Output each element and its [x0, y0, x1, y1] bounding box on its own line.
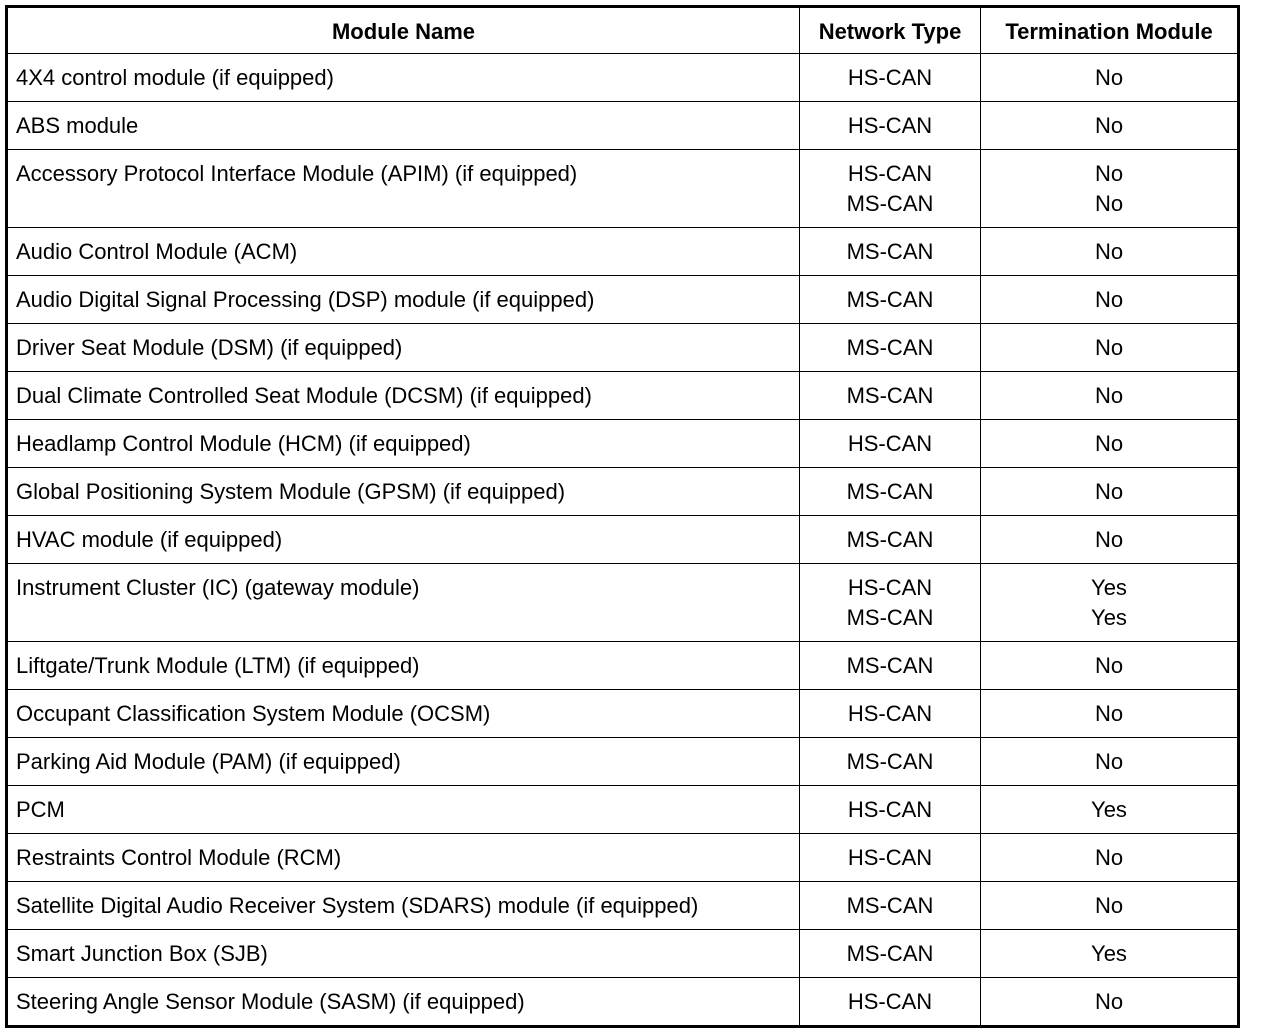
network-type-value: MS-CAN: [846, 239, 934, 264]
termination-module-cell: [981, 420, 1239, 468]
table-row: [7, 978, 1239, 1027]
termination-module-cell: [981, 102, 1239, 150]
termination-value: No: [1094, 653, 1124, 678]
termination-value: No: [1094, 239, 1124, 264]
network-type-value: MS-CAN: [846, 605, 934, 630]
module-name-cell: Smart Junction Box (SJB): [7, 930, 800, 978]
table-row: [7, 102, 1239, 150]
network-type-value: HS-CAN: [847, 701, 933, 726]
termination-value: No: [1094, 191, 1124, 216]
network-type-value: HS-CAN: [847, 113, 933, 138]
network-type-cell: [800, 786, 981, 834]
table-row: [7, 642, 1239, 690]
module-name-cell: 4X4 control module (if equipped): [7, 54, 800, 102]
network-type-value: MS-CAN: [846, 383, 934, 408]
module-name-cell: Driver Seat Module (DSM) (if equipped): [7, 324, 800, 372]
termination-module-cell: [981, 690, 1239, 738]
termination-value: No: [1094, 383, 1124, 408]
termination-value: No: [1094, 65, 1124, 90]
termination-module-cell: [981, 150, 1239, 228]
network-type-value: HS-CAN: [847, 575, 933, 600]
network-type-cell: [800, 882, 981, 930]
termination-module-cell: [981, 564, 1239, 642]
table-row: [7, 786, 1239, 834]
termination-module-cell: [981, 228, 1239, 276]
termination-value: No: [1094, 113, 1124, 138]
termination-value: No: [1094, 701, 1124, 726]
termination-module-cell: [981, 516, 1239, 564]
termination-module-cell: [981, 882, 1239, 930]
module-name-cell: Audio Digital Signal Processing (DSP) module (if equipped): [7, 276, 800, 324]
termination-value: No: [1094, 479, 1124, 504]
module-name-cell: Occupant Classification System Module (OCSM): [7, 690, 800, 738]
table-header-row: [7, 7, 1239, 54]
module-name-cell: Dual Climate Controlled Seat Module (DCSM) (if equipped): [7, 372, 800, 420]
table-row: [7, 834, 1239, 882]
termination-value: Yes: [1091, 575, 1127, 600]
table-row: [7, 516, 1239, 564]
header-module-name: Module Name: [7, 7, 800, 54]
termination-module-cell: [981, 276, 1239, 324]
termination-module-cell: [981, 54, 1239, 102]
network-type-cell: [800, 324, 981, 372]
termination-value: No: [1094, 431, 1124, 456]
network-type-value: MS-CAN: [846, 287, 934, 312]
network-type-value: MS-CAN: [846, 749, 934, 774]
network-type-cell: [800, 228, 981, 276]
table-row: [7, 372, 1239, 420]
network-type-cell: [800, 930, 981, 978]
table-row: [7, 276, 1239, 324]
network-type-value: MS-CAN: [846, 893, 934, 918]
network-type-value: MS-CAN: [846, 653, 934, 678]
network-type-cell: [800, 468, 981, 516]
termination-value: No: [1094, 989, 1124, 1014]
module-name-cell: Instrument Cluster (IC) (gateway module): [7, 564, 800, 642]
table-row: [7, 468, 1239, 516]
termination-module-cell: [981, 642, 1239, 690]
module-name-cell: Audio Control Module (ACM): [7, 228, 800, 276]
table-row: [7, 564, 1239, 642]
module-name-cell: ABS module: [7, 102, 800, 150]
module-name-cell: Accessory Protocol Interface Module (APIM) (if equipped): [7, 150, 800, 228]
termination-value: No: [1094, 893, 1124, 918]
termination-module-cell: [981, 372, 1239, 420]
network-type-cell: [800, 978, 981, 1027]
network-type-value: MS-CAN: [846, 941, 934, 966]
network-type-cell: [800, 564, 981, 642]
table-row: [7, 738, 1239, 786]
table-row: [7, 882, 1239, 930]
network-type-cell: [800, 420, 981, 468]
network-type-value: MS-CAN: [846, 335, 934, 360]
termination-value: No: [1094, 527, 1124, 552]
table-row: [7, 228, 1239, 276]
termination-value: No: [1094, 845, 1124, 870]
network-type-cell: [800, 642, 981, 690]
table-row: [7, 690, 1239, 738]
termination-module-cell: [981, 930, 1239, 978]
module-name-cell: Parking Aid Module (PAM) (if equipped): [7, 738, 800, 786]
table-row: [7, 324, 1239, 372]
table-row: [7, 54, 1239, 102]
network-type-cell: [800, 150, 981, 228]
termination-module-cell: [981, 468, 1239, 516]
termination-module-cell: [981, 786, 1239, 834]
network-type-value: MS-CAN: [846, 191, 934, 216]
table-row: [7, 420, 1239, 468]
network-type-cell: [800, 102, 981, 150]
termination-value: No: [1094, 287, 1124, 312]
network-type-value: HS-CAN: [847, 161, 933, 186]
table-row: [7, 930, 1239, 978]
network-type-cell: [800, 516, 981, 564]
termination-value: Yes: [1091, 941, 1127, 966]
network-type-cell: [800, 372, 981, 420]
module-name-cell: PCM: [7, 786, 800, 834]
network-type-cell: [800, 690, 981, 738]
termination-value: No: [1094, 335, 1124, 360]
termination-module-cell: [981, 834, 1239, 882]
module-name-cell: Satellite Digital Audio Receiver System (SDARS) module (if equipped): [7, 882, 800, 930]
module-name-cell: Liftgate/Trunk Module (LTM) (if equipped): [7, 642, 800, 690]
module-name-cell: Restraints Control Module (RCM): [7, 834, 800, 882]
termination-module-cell: [981, 978, 1239, 1027]
network-type-cell: [800, 834, 981, 882]
module-network-table: [5, 5, 1240, 1028]
termination-value: Yes: [1091, 797, 1127, 822]
termination-value: No: [1094, 161, 1124, 186]
termination-module-cell: [981, 324, 1239, 372]
network-type-cell: [800, 54, 981, 102]
table-body: [7, 54, 1239, 1027]
termination-value: Yes: [1091, 605, 1127, 630]
table-row: [7, 150, 1239, 228]
network-type-value: HS-CAN: [847, 797, 933, 822]
network-type-value: HS-CAN: [847, 431, 933, 456]
header-network-type: Network Type: [800, 7, 981, 54]
network-type-cell: [800, 738, 981, 786]
network-type-cell: [800, 276, 981, 324]
module-name-cell: Steering Angle Sensor Module (SASM) (if equipped): [7, 978, 800, 1027]
module-name-cell: HVAC module (if equipped): [7, 516, 800, 564]
module-name-cell: Headlamp Control Module (HCM) (if equipped): [7, 420, 800, 468]
termination-value: No: [1094, 749, 1124, 774]
network-type-value: HS-CAN: [847, 989, 933, 1014]
network-type-value: HS-CAN: [847, 845, 933, 870]
network-type-value: HS-CAN: [847, 65, 933, 90]
header-termination-module: Termination Module: [981, 7, 1239, 54]
network-type-value: MS-CAN: [846, 479, 934, 504]
termination-module-cell: [981, 738, 1239, 786]
module-name-cell: Global Positioning System Module (GPSM) (if equipped): [7, 468, 800, 516]
network-type-value: MS-CAN: [846, 527, 934, 552]
